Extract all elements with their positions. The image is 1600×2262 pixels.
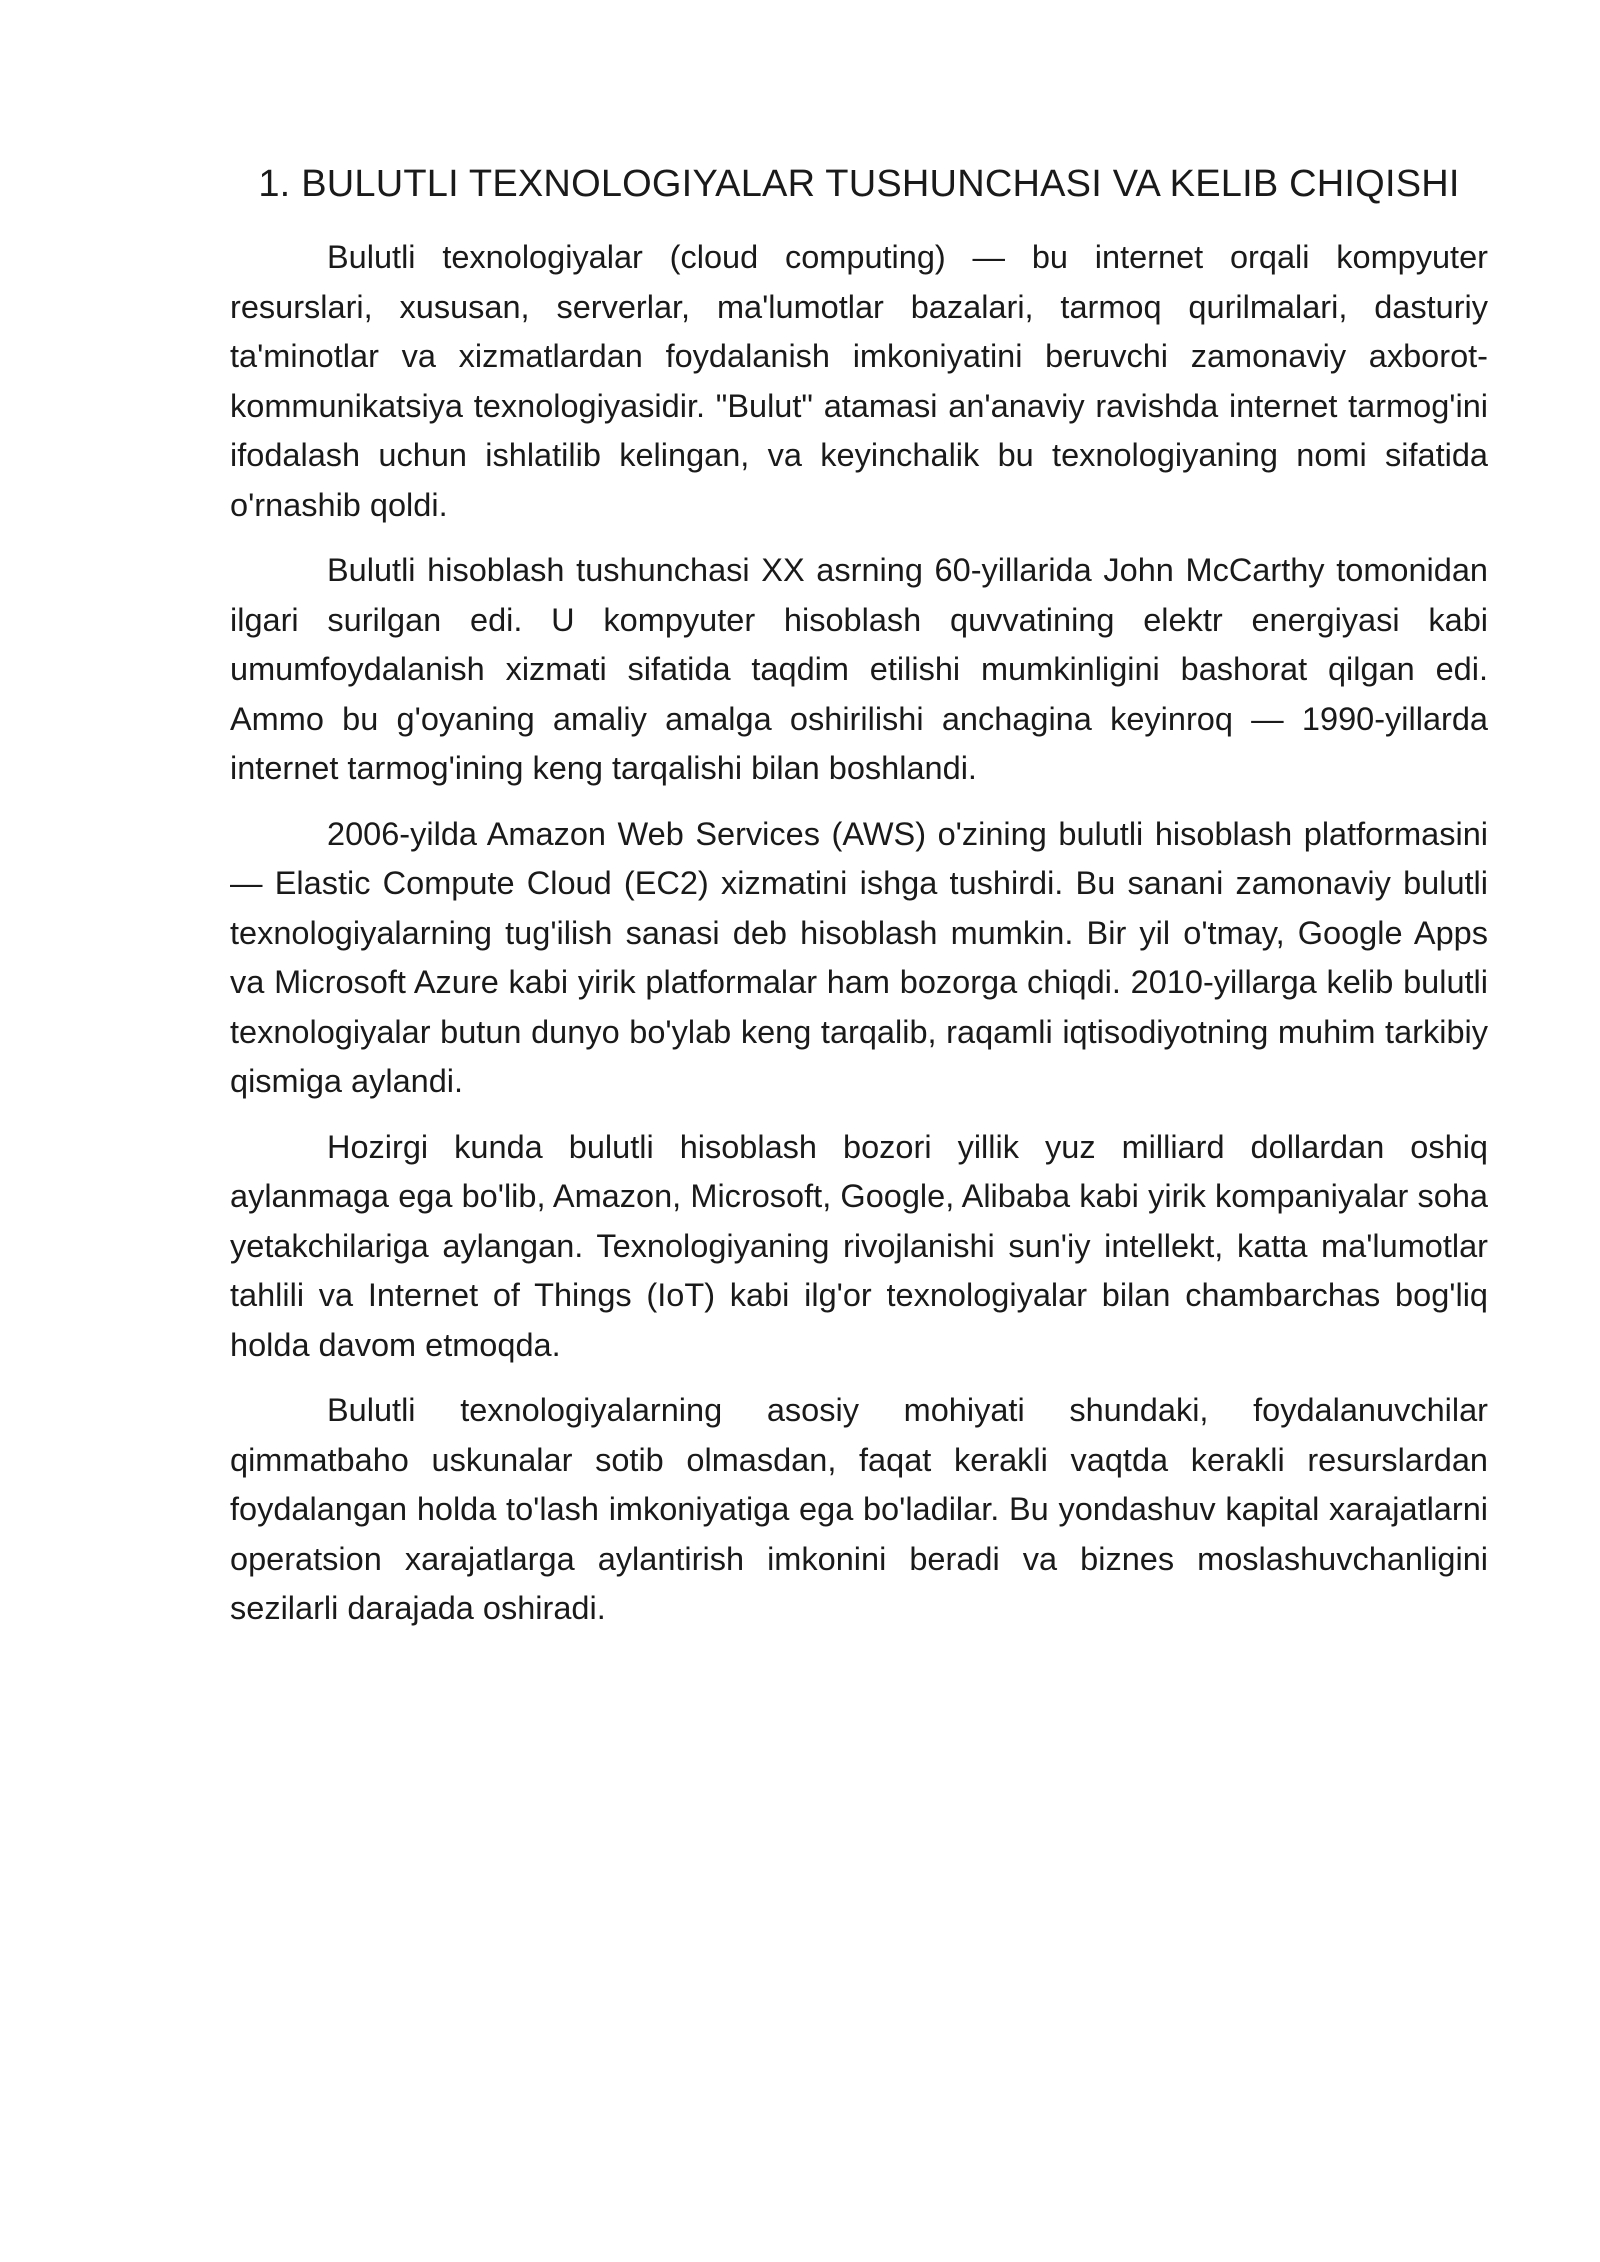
paragraph-5: Bulutli texnologiyalarning asosiy mohiyati shundaki, foydalanuvchilar qimmatbaho uskunalar sotib olmasdan, faqat kerakli vaqtda kerakli resurslardan foydalangan holda to'lash imkoniyatiga ega bo'ladilar. Bu yondashuv kapital xarajatlarni operatsion xarajatlarga aylantirish imkonini beradi va biznes moslashuvchanligini sezilarli darajada oshiradi. — [230, 1392, 1488, 1626]
paragraph-3: 2006-yilda Amazon Web Services (AWS) o'zining bulutli hisoblash platformasini — Elastic Compute Cloud (EC2) xizmatini ishga tushirdi. Bu sanani zamonaviy bulutli texnologiyalarning tug'ilish sanasi deb hisoblash mumkin. Bir yil o'tmay, Google Apps va Microsoft Azure kabi yirik platformalar ham bozorga chiqdi. 2010-yillarga kelib bulutli texnologiyalar butun dunyo bo'ylab keng tarqalib, raqamli iqtisodiyotning muhim tarkibiy qismiga aylandi. — [230, 815, 1488, 1099]
paragraph-4: Hozirgi kunda bulutli hisoblash bozori yillik yuz milliard dollardan oshiq aylanmaga ega bo'lib, Amazon, Microsoft, Google, Alibaba kabi yirik kompaniyalar soha yetakchilariga aylangan. Texnologiyaning rivojlanishi sun'iy intellekt, katta ma'lumotlar tahlili va Internet of Things (IoT) kabi ilg'or texnologiyalar bilan chambarchas bog'liq holda davom etmoqda. — [230, 1128, 1488, 1363]
section-title: 1. BULUTLI TEXNOLOGIYALAR TUSHUNCHASI VA KELIB CHIQISHI — [258, 163, 1460, 205]
paragraph-2: Bulutli hisoblash tushunchasi XX asrning 60-yillarida John McCarthy tomonidan ilgari surilgan edi. U kompyuter hisoblash quvvatining elektr energiyasi kabi umumfoydalanish xizmati sifatida taqdim etilishi mumkinligini bashorat qilgan edi. Ammo bu g'oyaning amaliy amalga oshirilishi anchagina keyinroq — 1990-yillarda internet tarmog'ining keng tarqalishi bilan boshlandi. — [230, 552, 1488, 786]
paragraph-1: Bulutli texnologiyalar (cloud computing) — bu internet orqali kompyuter resurslari, xususan, serverlar, ma'lumotlar bazalari, tarmoq qurilmalari, dasturiy ta'minotlar va xizmatlardan foydalanish imkoniyatini beruvchi zamonaviy axborot-kommunikatsiya texnologiyasidir. "Bulut" atamasi an'anaviy ravishda internet tarmog'ini ifodalash uchun ishlatilib kelingan, va keyinchalik bu texnologiyaning nomi sifatida o'rnashib qoldi. — [230, 239, 1488, 523]
page-content — [230, 155, 1488, 1650]
